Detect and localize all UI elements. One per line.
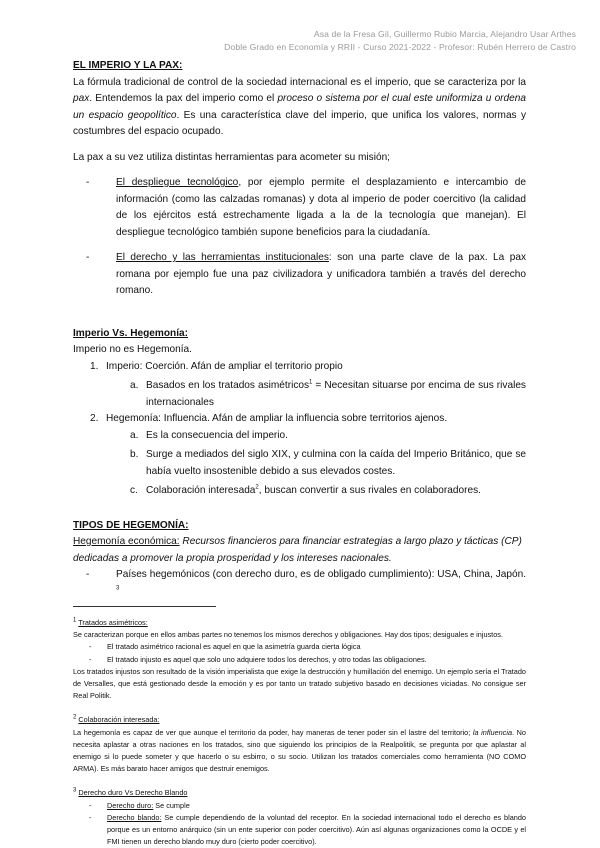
list-item: b. Surge a mediados del siglo XIX, y culmina con la caída del Imperio Británico, que se había vuelto insostenible debido a sus elevados costes.: [130, 449, 526, 477]
footnote-1: $^1$ Tratados asimétricos: Se caracterizan porque en ellos ambas partes no tenemos los mismos derechos y obligaciones. Hay dos tipos; desiguales e injustos. - El tratado asimétrico racional es aquel en que la asimetría guarda cierta lógica - El tratado injusto es aquel que solo uno adquiere todos los derechos, y otro todas las obligaciones. Los tratados injustos son resultado de la visión imperialista que exige la destrucción y humillación del enemigo. Un ejemplo sería el Tratado de Versalles, que está gestionado desde la emoción y es por tanto un tratado subjetivo basado en decisiones viciadas. No consigue ser Real Politik.: [73, 617, 526, 701]
list-item: - El despliegue tecnológico, por ejemplo permite el desplazamiento e intercambio de información (como las calzadas romanas) y dota al imperio de poder coercitivo (la calidad de los ejércitos está estrechamente ligada a la de la tecnología que manejan). El despliegue tecnológico también supone beneficios para la ciudadanía.: [86, 177, 527, 238]
heading-tipos-hegemonia: TIPOS DE HEGEMONÍA:: [73, 519, 189, 531]
heading-imperio-vs-hegemonia: Imperio Vs. Hegemonía:: [73, 327, 188, 339]
list-item: 2. Hegemonía: Influencia. Afán de ampliar la influencia sobre territorios ajenos.: [90, 413, 448, 424]
footnote-2: $^2$ Colaboración interesada: La hegemonía es capaz de ver que aunque el territorio da poder, hay maneras de tener poder sin el lastre del territorio; la influencia. No necesita aplastar a otras naciones en los tratados, sino que siguiendo los principios de la Realpolitik, se pregunta por que aplastar al enemigo si lo puede someter y que hacerlo o su esbirro, o su socio. Utilizan los tratados comerciales como herramienta (NO COMO ARMA). Es más barato hacer amigos que destruir enemigos.: [73, 715, 526, 774]
list-item: - El tratado asimétrico racional es aquel en que la asimetría guarda cierta lógica: [89, 642, 361, 652]
page-header: [224, 28, 576, 54]
header-authors: Asa de la Fresa Gil, Guillermo Rubio Marcia, Alejandro Usar Arthes: [313, 29, 576, 39]
intro-paragraph: La fórmula tradicional de control de la sociedad internacional es el imperio, que se caracteriza por la pax. Entendemos la pax del imperio como el proceso o sistema por el cual este uniformiza u ordena un espacio geopolítico. Es una característica clave del imperio, que unifica los valores, normas y costumbres del espacio ocupado.: [73, 76, 526, 137]
footnote-3: $^3$ Derecho duro Vs Derecho Blando - Derecho duro: Se cumple - Derecho blando: Se cumple dependiendo de la voluntad del receptor. En la sociedad internacional todo el derecho es blando porque es un entorno anárquico (sin un ente superior con poder coercitivo). Aún así algunas organizaciones como la OCDE y el FMI tienen un derecho blando muy duro (cierto poder coercitivo).: [73, 787, 526, 848]
list-item: - Derecho duro: Se cumple: [89, 800, 190, 810]
list-item: a. Es la consecuencia del imperio.: [130, 429, 288, 441]
list-item: a. Basados en los tratados asimétricos$^1$ = Necesitan situarse por encima de sus rivales internacionales: [130, 379, 526, 408]
document-body: [73, 58, 526, 848]
economic-hegemony-paragraph: Hegemonía económica: Recursos financieros para financiar estrategias a largo plazo y tácticas (CP) dedicadas a promover la propia prosperidad y los intereses nacionales.: [73, 536, 522, 564]
list-item: - Países hegemónicos (con derecho duro, es de obligado cumplimiento): USA, China, Japón. $^3$: [86, 569, 526, 592]
list-item: c. Colaboración interesada$^2$, buscan convertir a sus rivales en colaboradores.: [130, 484, 481, 496]
list-item: - El derecho y las herramientas institucionales: son una parte clave de la pax. La pax romana por ejemplo fue una paz civilizadora y unificadora también a través del derecho romano.: [86, 252, 526, 296]
hegemony-line: Imperio no es Hegemonía.: [73, 344, 192, 355]
list-item: 1. Imperio: Coerción. Afán de ampliar el territorio propio: [90, 360, 343, 372]
footnote-divider: [73, 606, 216, 607]
list-item: - El tratado injusto es aquel que solo uno adquiere todos los derechos, y otro todas las obligaciones.: [89, 654, 427, 664]
tools-line: La pax a su vez utiliza distintas herramientas para acometer su misión;: [73, 151, 390, 163]
heading-imperio-pax: EL IMPERIO Y LA PAX:: [73, 60, 183, 71]
list-item: - Derecho blando: Se cumple dependiendo de la voluntad del receptor. En la sociedad internacional todo el derecho es blando porque es un entorno anárquico (sin un ente superior con poder coercitivo). Aún así algunas organizaciones como la OCDE y el FMI tienen un derecho blando muy duro (cierto poder coercitivo).: [89, 812, 526, 847]
header-course: Doble Grado en Economía y RRII - Curso 2021-2022 - Profesor: Rubén Herrero de Castro: [224, 42, 576, 52]
